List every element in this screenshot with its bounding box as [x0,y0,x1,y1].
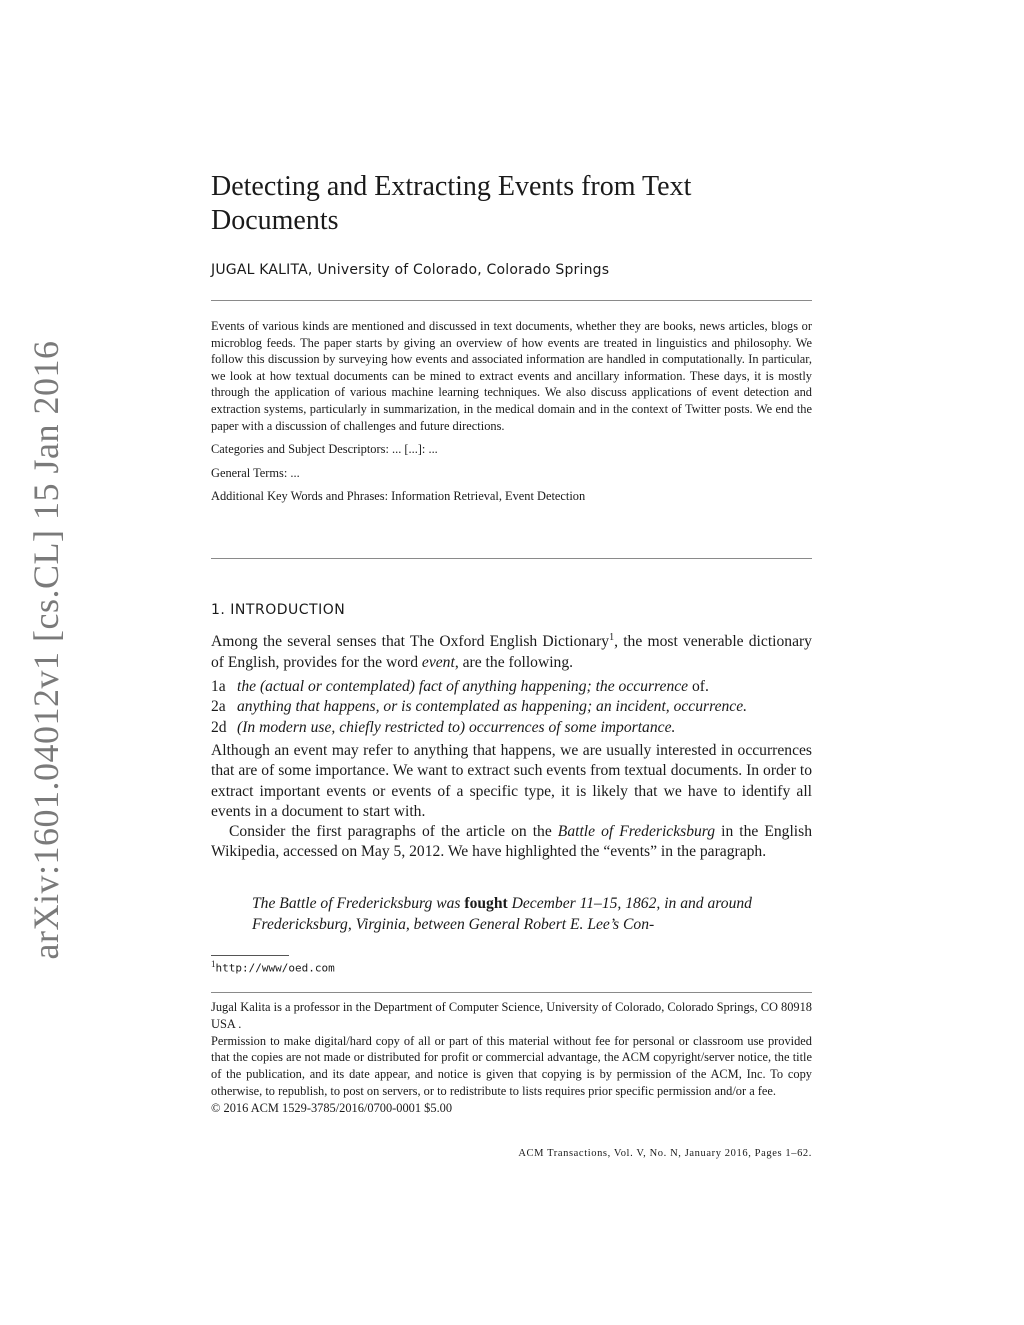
keywords-line: Additional Key Words and Phrases: Information Retrieval, Event Detection [211,489,586,504]
footnote-url[interactable]: http://www/oed.com [215,961,335,975]
abstract-text: Events of various kinds are mentioned and discussed in text documents, whether they are books, news articles, blogs or microblog feeds. The paper starts by giving an overview of how events are treated in linguistics and philosophy. We follow this discussion by surveying how events and associated information are handled in computationally. In particular, we look at how textual documents can be mined to extract events and ancillary information. These days, it is mostly through the application of various machine learning techniques. We also discuss applications of event detection and extraction systems, particularly in summarization, in the medical domain and in the context of Twitter posts. We end the paper with a discussion of challenges and future directions. [211,319,812,433]
intro-text-start: Among the several senses that The Oxford English Dictionary [211,633,610,651]
general-terms-line: General Terms: ... [211,465,300,480]
footnote-rule [211,955,289,956]
definition-text: the (actual or contemplated) fact of anything happening; the occurrence [237,678,689,695]
author-line: JUGAL KALITA, University of Colorado, Colorado Springs [211,262,610,278]
intro-paragraph [211,628,812,673]
definition-number: 2d [211,718,227,736]
paragraph-text-end: in the English Wikipedia, accessed on May 5, 2012. We have highlighted the “events” in the paragraph. [211,823,812,861]
section-heading: 1. INTRODUCTION [211,602,346,618]
body-paragraph-text: Although an event may refer to anything that happens, we are usually interested in occurrences that are of some importance. We want to extract such events from textual documents. In order to extract important events or events of a specific type, it is likely that we have to identify all events in a document to start with. [211,742,812,821]
definition-text: (In modern use, chiefly restricted to) occurrences of some importance. [237,718,676,736]
author-note: Jugal Kalita is a professor in the Department of Computer Science, University of Colorado, Colorado Springs, CO 80918 USA . [211,1000,812,1031]
quote-highlighted-event: fought [464,895,508,912]
footnote-number: 1 [211,959,216,969]
intro-text-mid: , the most venerable dictionary of English, provides for the word [211,633,812,671]
fine-print [211,999,812,1117]
categories-line: Categories and Subject Descriptors: ... [...]: ... [211,442,438,457]
quote-text-end: December 11–15, 1862, in and around Fredericksburg, Virginia, between General Robert E. Lee’s Con- [252,895,752,933]
definition-number: 1a [211,678,226,695]
definition-item [211,697,812,717]
definition-item [211,677,812,697]
definition-number: 2a [211,698,226,716]
body-paragraph [211,741,812,823]
paragraph-emphasis: Battle of Fredericksburg [557,823,716,840]
running-footer: ACM Transactions, Vol. V, No. N, January 2016, Pages 1–62. [518,1148,812,1159]
body-paragraph [211,822,812,863]
copyright-line: © 2016 ACM 1529-3785/2016/0700-0001 $5.00 [211,1100,453,1115]
abstract-block [211,318,812,512]
fine-print-rule [211,992,812,993]
block-quote [252,893,772,935]
abstract-bottom-rule [211,558,812,559]
definition-list [211,677,812,738]
intro-emphasis: event [421,653,455,671]
footnote-marker[interactable]: 1 [609,632,615,643]
intro-text-end: , are the following. [454,653,574,671]
definition-item [211,718,812,738]
definition-text: anything that happens, or is contemplated as happening; an incident, occurrence. [237,698,748,716]
paragraph-text-start: Consider the first paragraphs of the article on the [229,823,558,840]
quote-text-start: The Battle of Fredericksburg was [252,895,465,912]
permission-notice: Permission to make digital/hard copy of all or part of this material without fee for personal or classroom use provided that the copies are not made or distributed for profit or commercial advantage, the ACM copyright/server notice, the title of the publication, and its date appear, and notice is given that copying is by permission of the ACM, Inc. To copy otherwise, to republish, to post on servers, or to redistribute to lists requires prior specific permission and/or a fee. [211,1033,812,1098]
arxiv-identifier: arXiv:1601.04012v1 [cs.CL] 15 Jan 2016 [26,340,66,960]
abstract-top-rule [211,300,812,301]
paper-title: Detecting and Extracting Events from Text Documents [211,171,692,236]
definition-tail: of. [688,678,709,695]
footnote [211,959,812,975]
